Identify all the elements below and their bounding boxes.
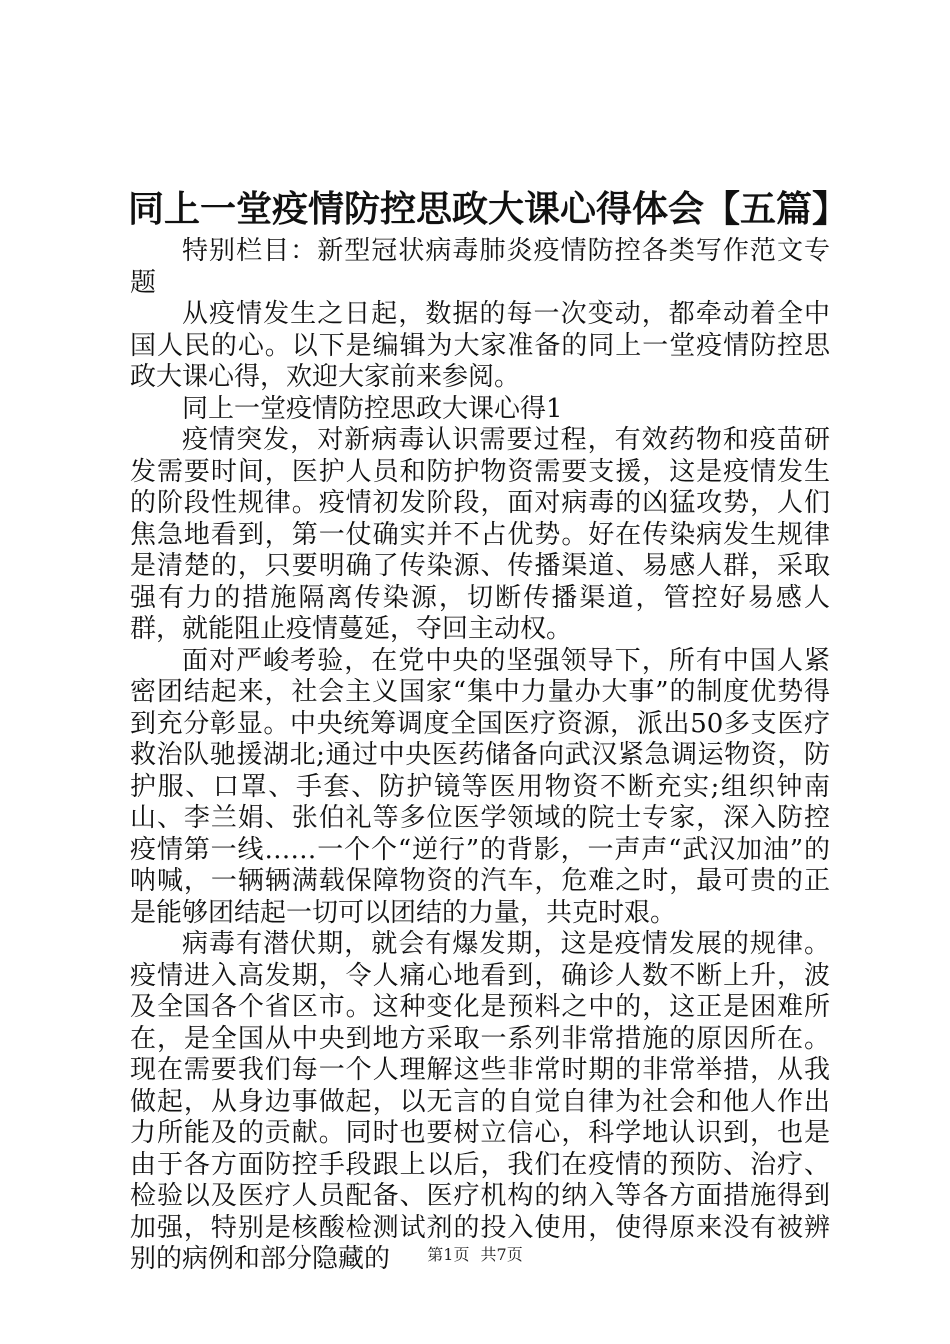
section-heading-1: 同上一堂疫情防控思政大课心得1 [182, 393, 563, 424]
paragraph-body-1: 疫情突发，对新病毒认识需要过程，有效药物和疫苗研发需要时间，医护人员和防护物资需要支援，这是疫情发生的阶段性规律。疫情初发阶段，面对病毒的凶猛攻势，人们焦急地看到，第一仗确实并不占优势。好在传染病发生规律是清楚的，只要明确了传染源、传播渠道、易感人群，采取强有力的措施隔离传染源，切断传播渠道，管控好易感人群，就能阻止疫情蔓延，夺回主动权。 [130, 425, 830, 644]
page-footer [0, 1244, 950, 1266]
document-body [130, 236, 830, 1276]
paragraph-body-3: 病毒有潜伏期，就会有爆发期，这是疫情发展的规律。疫情进入高发期，令人痛心地看到，确诊人数不断上升，波及全国各个省区市。这种变化是预料之中的，这正是困难所在，是全国从中央到地方采取一系列非常措施的原因所在。现在需要我们每一个人理解这些非常时期的非常举措，从我做起，从身边事做起，以无言的自觉自律为社会和他人作出力所能及的贡献。同时也要树立信心，科学地认识到，也是由于各方面防控手段跟上以后，我们在疫情的预防、治疗、检验以及医疗人员配备、医疗机构的纳入等各方面措施得到加强，特别是核酸检测试剂的投入使用，使得原来没有被辨别的病例和部分隐藏的 [130, 929, 830, 1274]
page-total: 共7页 [480, 1245, 523, 1264]
paragraph-special-column: 特别栏目：新型冠状病毒肺炎疫情防控各类写作范文专题 [130, 236, 830, 298]
page-number: 第1页 [427, 1245, 470, 1264]
paragraph-body-2: 面对严峻考验，在党中央的坚强领导下，所有中国人紧密团结起来，社会主义国家“集中力量办大事”的制度优势得到充分彰显。中央统筹调度全国医疗资源，派出50多支医疗救治队驰援湖北;通过中央医药储备向武汉紧急调运物资，防护服、口罩、手套、防护镜等医用物资不断充实;组织钟南山、李兰娟、张伯礼等多位医学领域的院士专家，深入防控疫情第一线……一个个“逆行”的背影，一声声“武汉加油”的呐喊，一辆辆满载保障物资的汽车，危难之时，最可贵的正是能够团结起一切可以团结的力量，共克时艰。 [130, 645, 830, 928]
document-title: 同上一堂疫情防控思政大课心得体会【五篇】 [128, 188, 849, 230]
paragraph-intro: 从疫情发生之日起，数据的每一次变动，都牵动着全中国人民的心。以下是编辑为大家准备的同上一堂疫情防控思政大课心得，欢迎大家前来参阅。 [130, 299, 830, 392]
